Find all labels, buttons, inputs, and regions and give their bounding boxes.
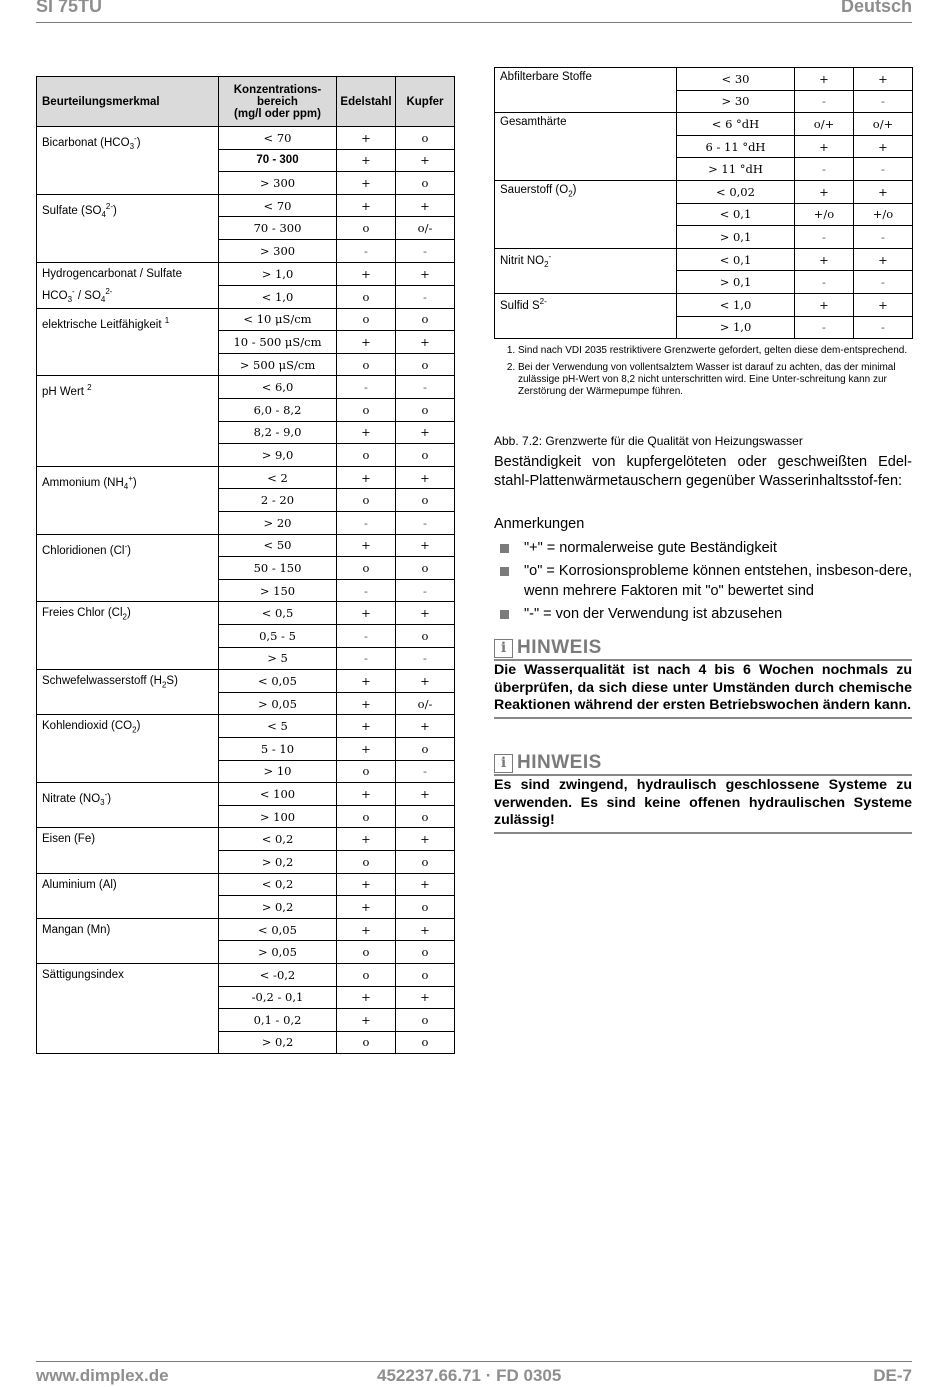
cell-range: < 6 °dH (677, 113, 795, 136)
intro-paragraph: Beständigkeit von kupfergelöteten oder geschweißten Edel-stahl-Plattenwärmetauschern gegenüber Wasserinhaltsstof-fen: (494, 454, 912, 489)
row-label-nitrit: Nitrit $NO_2^-$ (495, 248, 677, 293)
cell-stainless: o (337, 399, 396, 422)
bullet-square-icon (500, 610, 509, 619)
cell-stainless: o (337, 557, 396, 580)
cell-copper: o (396, 308, 455, 331)
cell-range: 2 - 20 (219, 489, 337, 512)
cell-stainless: - (337, 625, 396, 648)
cell-range: -0,2 - 0,1 (219, 986, 337, 1009)
cell-copper: o/+ (854, 113, 913, 136)
col-header-stainless: Edelstahl (337, 77, 396, 127)
cell-stainless: - (337, 647, 396, 670)
table-row (495, 293, 913, 316)
cell-copper: + (854, 135, 913, 158)
table-row (37, 534, 455, 557)
table-row (37, 602, 455, 625)
cell-copper: o/- (396, 692, 455, 715)
cell-stainless: o (337, 444, 396, 467)
cell-range: < 1,0 (677, 293, 795, 316)
cell-copper: - (854, 90, 913, 113)
table-row (37, 873, 455, 896)
cell-copper: - (396, 239, 455, 262)
cell-stainless: + (337, 918, 396, 941)
cell-range: < 70 (219, 194, 337, 217)
row-label-sulfid: Sulfid $S^{2-}$ (495, 293, 677, 338)
cell-range: < 6,0 (219, 376, 337, 399)
cell-copper: o (396, 625, 455, 648)
cell-copper: o (396, 1009, 455, 1032)
cell-stainless: + (337, 127, 396, 150)
cell-range: > 5 (219, 647, 337, 670)
cell-copper: o (396, 557, 455, 580)
cell-range: > 11 °dH (677, 158, 795, 181)
cell-stainless: o (337, 217, 396, 240)
cell-range: < 10 μS/cm (219, 308, 337, 331)
cell-copper: o (396, 399, 455, 422)
cell-stainless: + (337, 692, 396, 715)
cell-range: < 30 (677, 68, 795, 91)
cell-copper: - (854, 158, 913, 181)
row-label-sulfate: Sulfate $(SO_4^{2-})$ (37, 194, 219, 262)
cell-copper: + (854, 293, 913, 316)
cell-stainless: + (337, 1009, 396, 1032)
cell-range: < 0,2 (219, 873, 337, 896)
cell-stainless: + (337, 534, 396, 557)
cell-stainless: - (795, 271, 854, 294)
cell-copper: o (396, 896, 455, 919)
cell-range: > 0,05 (219, 692, 337, 715)
cell-range: 50 - 150 (219, 557, 337, 580)
col-header-feature: Beurteilungsmerkmal (37, 77, 219, 127)
info-icon: i (494, 639, 513, 658)
cell-stainless: o (337, 805, 396, 828)
cell-stainless: - (795, 158, 854, 181)
cell-stainless: - (795, 316, 854, 339)
cell-range: > 30 (677, 90, 795, 113)
table-row (37, 715, 455, 738)
cell-range: > 1,0 (677, 316, 795, 339)
cell-range: 0,5 - 5 (219, 625, 337, 648)
cell-range: > 9,0 (219, 444, 337, 467)
list-item: "+" = normalerweise gute Beständigkeit (500, 538, 912, 558)
cell-copper: + (396, 262, 455, 285)
cell-stainless: + (795, 248, 854, 271)
footnote-1: 1. Sind nach VDI 2035 restriktivere Grenzwerte gefordert, gelten diese dem-entsprechend. (518, 345, 914, 357)
cell-stainless: o (337, 285, 396, 308)
header-language: Deutsch (840, 0, 912, 16)
cell-copper: + (396, 421, 455, 444)
cell-stainless: + (337, 986, 396, 1009)
row-label-leitfaehigkeit: elektrische Leitfähigkeit $^1$ (37, 308, 219, 376)
table-row (37, 262, 455, 285)
cell-range: 5 - 10 (219, 737, 337, 760)
cell-range: < 0,5 (219, 602, 337, 625)
cell-range: > 500 μS/cm (219, 353, 337, 376)
footer-page-number: DE-7 (873, 1366, 912, 1385)
cell-range: < 0,02 (677, 180, 795, 203)
cell-range: < 5 (219, 715, 337, 738)
footer-document-number: 452237.66.71 · FD 0305 (377, 1366, 562, 1385)
cell-range: 10 - 500 μS/cm (219, 331, 337, 354)
table-row (37, 466, 455, 489)
cell-copper: + (396, 918, 455, 941)
cell-copper: + (854, 180, 913, 203)
cell-range: 8,2 - 9,0 (219, 421, 337, 444)
list-item: "-" = von der Verwendung ist abzusehen (500, 604, 912, 624)
cell-stainless: + (337, 149, 396, 172)
cell-range: < -0,2 (219, 963, 337, 986)
cell-stainless: o (337, 1031, 396, 1054)
cell-copper: + (854, 248, 913, 271)
cell-copper: o/- (396, 217, 455, 240)
cell-range: > 300 (219, 239, 337, 262)
cell-stainless: o (337, 308, 396, 331)
cell-range: > 0,2 (219, 1031, 337, 1054)
cell-stainless: o (337, 760, 396, 783)
row-label-eisen: Eisen (Fe) (37, 828, 219, 873)
footnote-2: 2. Bei der Verwendung von vollentsalztem Wasser ist darauf zu achten, das der minimal zulässige pH-Wert von 8,2 nicht unterschritten wird. Eine Unter-schreitung kann zur Zerstörung der Wärmepumpe führen. (518, 362, 914, 398)
cell-range: > 100 (219, 805, 337, 828)
header-model: SI 75TU (36, 0, 103, 16)
cell-copper: - (396, 647, 455, 670)
row-label-saettigungsindex: Sättigungsindex (37, 963, 219, 1053)
table-row (37, 918, 455, 941)
cell-stainless: - (337, 376, 396, 399)
cell-stainless: + (795, 135, 854, 158)
cell-range: < 50 (219, 534, 337, 557)
row-label-nitrate: Nitrate $(NO_3^-)$ (37, 783, 219, 828)
row-label-sauerstoff: Sauerstoff $(O_2)$ (495, 180, 677, 248)
cell-stainless: + (795, 293, 854, 316)
cell-stainless: o (337, 489, 396, 512)
cell-copper: - (854, 226, 913, 249)
cell-range: 0,1 - 0,2 (219, 1009, 337, 1032)
cell-copper: + (396, 331, 455, 354)
cell-stainless: - (795, 226, 854, 249)
cell-copper: - (396, 579, 455, 602)
cell-range: < 2 (219, 466, 337, 489)
table-row (37, 828, 455, 851)
cell-range: > 1,0 (219, 262, 337, 285)
cell-copper: o (396, 850, 455, 873)
cell-range: < 0,05 (219, 918, 337, 941)
cell-copper: o (396, 805, 455, 828)
cell-stainless: - (337, 579, 396, 602)
cell-copper: + (396, 873, 455, 896)
row-label-mangan: Mangan (Mn) (37, 918, 219, 963)
cell-stainless: o (337, 850, 396, 873)
table-footnotes (494, 345, 914, 403)
hinweis-header (494, 752, 912, 776)
cell-copper: + (396, 466, 455, 489)
row-label-gesamthaerte: Gesamthärte (495, 113, 677, 181)
cell-copper: + (854, 68, 913, 91)
row-label-schwefelwasserstoff: Schwefelwasserstoff $(H_2S)$ (37, 670, 219, 715)
row-label-ph: pH Wert $^2$ (37, 376, 219, 466)
table-row (495, 113, 913, 136)
table-row (37, 308, 455, 331)
cell-copper: - (396, 285, 455, 308)
water-quality-table (36, 76, 455, 1054)
cell-range: > 10 (219, 760, 337, 783)
cell-copper: - (396, 512, 455, 535)
cell-range: < 0,05 (219, 670, 337, 693)
row-label-ammonium: Ammonium $(NH_4^+)$ (37, 466, 219, 534)
cell-range: < 1,0 (219, 285, 337, 308)
cell-copper: + (396, 986, 455, 1009)
cell-copper: o (396, 127, 455, 150)
cell-stainless: o (337, 353, 396, 376)
cell-range: < 70 (219, 127, 337, 150)
cell-stainless: + (337, 896, 396, 919)
cell-stainless: + (337, 670, 396, 693)
cell-stainless: + (337, 194, 396, 217)
cell-stainless: + (795, 180, 854, 203)
anmerkungen-heading: Anmerkungen (494, 516, 585, 532)
row-label-abfilterbare-stoffe: Abfilterbare Stoffe (495, 68, 677, 113)
cell-range: < 100 (219, 783, 337, 806)
cell-range: > 0,2 (219, 850, 337, 873)
hinweis-text: Es sind zwingend, hydraulisch geschlossene Systeme zu verwenden. Es sind keine offenen hydraulischen Systeme zulässig! (494, 776, 912, 834)
cell-range: < 0,1 (677, 203, 795, 226)
cell-stainless: + (795, 68, 854, 91)
cell-stainless: o (337, 941, 396, 964)
row-label-chloridionen: Chloridionen (Cl-) (37, 534, 219, 602)
cell-copper: - (396, 760, 455, 783)
cell-stainless: + (337, 783, 396, 806)
bullet-square-icon (500, 567, 509, 576)
table-row (37, 963, 455, 986)
row-label-kohlendioxid: Kohlendioxid $(CO_2)$ (37, 715, 219, 783)
legend-list (500, 538, 912, 627)
row-label-freies-chlor: Freies Chlor $(Cl_2)$ (37, 602, 219, 670)
page-footer (36, 1361, 912, 1387)
cell-stainless: + (337, 421, 396, 444)
row-label-bicarbonat: Bicarbonat $(HCO_3^-)$ (37, 127, 219, 195)
cell-stainless: + (337, 715, 396, 738)
cell-copper: o (396, 737, 455, 760)
table-row (37, 194, 455, 217)
bullet-square-icon (500, 544, 509, 553)
cell-copper: o (396, 353, 455, 376)
hinweis-header (494, 637, 912, 661)
row-label-aluminium: Aluminium (Al) (37, 873, 219, 918)
hinweis-box-1 (494, 637, 912, 719)
row-label-hydrogencarbonat-sulfate: Hydrogencarbonat / Sulfate $HCO_3^- / SO_4^{2-}$ (37, 262, 219, 308)
table-row (495, 68, 913, 91)
cell-range: > 0,2 (219, 896, 337, 919)
cell-copper: + (396, 828, 455, 851)
cell-stainless: + (337, 602, 396, 625)
cell-range: > 0,1 (677, 271, 795, 294)
hinweis-title: HINWEIS (517, 637, 602, 658)
cell-range: > 20 (219, 512, 337, 535)
cell-stainless: +/o (795, 203, 854, 226)
cell-range: < 0,1 (677, 248, 795, 271)
cell-copper: - (854, 316, 913, 339)
hinweis-text: Die Wasserqualität ist nach 4 bis 6 Wochen nochmals zu überprüfen, da sich diese unter Umständen durch chemische Reaktionen während der ersten Betriebswochen ändern kann. (494, 661, 912, 719)
cell-range: > 300 (219, 172, 337, 195)
col-header-copper: Kupfer (396, 77, 455, 127)
cell-range: < 0,2 (219, 828, 337, 851)
cell-copper: o (396, 963, 455, 986)
cell-range: > 150 (219, 579, 337, 602)
cell-range: 70 - 300 (219, 149, 337, 172)
cell-copper: + (396, 602, 455, 625)
table-row (495, 248, 913, 271)
figure-caption: Abb. 7.2: Grenzwerte für die Qualität von Heizungswasser (494, 434, 803, 448)
cell-stainless: o/+ (795, 113, 854, 136)
col-header-concentration: Konzentrations- bereich (mg/l oder ppm) (219, 77, 337, 127)
cell-range: 6,0 - 8,2 (219, 399, 337, 422)
cell-copper: o (396, 172, 455, 195)
cell-stainless: + (337, 466, 396, 489)
cell-copper: + (396, 149, 455, 172)
table-row (37, 127, 455, 150)
cell-copper: + (396, 670, 455, 693)
cell-copper: +/o (854, 203, 913, 226)
table-row (495, 180, 913, 203)
cell-copper: + (396, 715, 455, 738)
cell-stainless: + (337, 828, 396, 851)
cell-copper: - (854, 271, 913, 294)
cell-range: 6 - 11 °dH (677, 135, 795, 158)
cell-copper: + (396, 194, 455, 217)
cell-stainless: - (337, 512, 396, 535)
table-row (37, 670, 455, 693)
table-header-row (37, 77, 455, 127)
hinweis-box-2 (494, 752, 912, 834)
cell-stainless: + (337, 331, 396, 354)
cell-copper: + (396, 783, 455, 806)
table-row (37, 376, 455, 399)
cell-stainless: - (337, 239, 396, 262)
cell-copper: - (396, 376, 455, 399)
cell-range: 70 - 300 (219, 217, 337, 240)
info-icon: i (494, 754, 513, 773)
cell-stainless: o (337, 963, 396, 986)
list-item: "o" = Korrosionsprobleme können entstehen, insbeson-dere, wenn mehrere Faktoren mit "o" bewertet sind (500, 561, 912, 601)
cell-copper: + (396, 534, 455, 557)
cell-copper: o (396, 941, 455, 964)
water-quality-table-continued (494, 67, 913, 339)
cell-stainless: + (337, 262, 396, 285)
cell-stainless: + (337, 873, 396, 896)
cell-range: > 0,1 (677, 226, 795, 249)
footer-website-link[interactable]: www.dimplex.de (36, 1366, 169, 1385)
cell-copper: o (396, 489, 455, 512)
cell-copper: o (396, 1031, 455, 1054)
cell-stainless: + (337, 737, 396, 760)
cell-stainless: - (795, 90, 854, 113)
cell-stainless: + (337, 172, 396, 195)
cell-copper: o (396, 444, 455, 467)
table-row (37, 783, 455, 806)
cell-range: > 0,05 (219, 941, 337, 964)
hinweis-title: HINWEIS (517, 752, 602, 773)
page-header (36, 0, 912, 23)
